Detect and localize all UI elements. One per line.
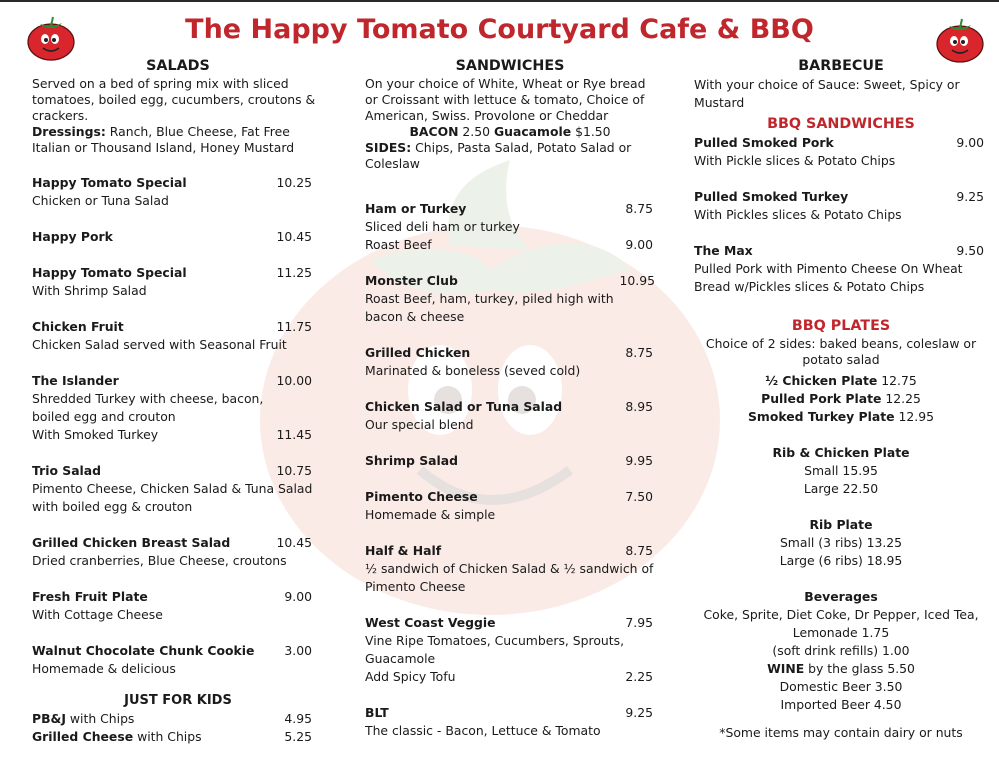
plate-name: Smoked Turkey Plate (747, 409, 895, 424)
item-description: With Pickle slices & Potato Chips (694, 153, 896, 168)
plate-price: 12.95 (898, 409, 935, 424)
item-name: The Islander (32, 373, 119, 388)
kids-item-price: 4.95 (284, 711, 312, 726)
menu-item (365, 452, 655, 470)
sides-label: SIDES: (365, 140, 412, 155)
item-extra-price: 11.45 (276, 427, 312, 442)
item-name: Happy Tomato Special (32, 175, 187, 190)
item-price: 7.50 (625, 489, 653, 504)
plate-price: 12.75 (881, 373, 917, 388)
menu-item (32, 462, 324, 516)
item-name: Trio Salad (32, 463, 102, 478)
item-extra: Add Spicy Tofu (365, 669, 456, 684)
beverages-wine (694, 660, 988, 678)
plate-name: Pulled Pork Plate (761, 391, 882, 406)
rib-chicken-large: Large 22.50 (803, 481, 879, 496)
item-price: 10.45 (276, 229, 312, 244)
item-description: Pimento Cheese, Chicken Salad & Tuna Salad with boiled egg & crouton (32, 481, 313, 514)
wine-text: by the glass 5.50 (804, 661, 915, 676)
menu-item (32, 174, 324, 210)
item-description: With Pickles slices & Potato Chips (694, 207, 902, 222)
salads-intro: Served on a bed of spring mix with sliced tomatoes, boiled egg, cucumbers, croutons & crackers. (32, 76, 316, 123)
item-description: Shredded Turkey with cheese, bacon, boiled egg and crouton (32, 391, 264, 424)
menu-item (365, 614, 655, 686)
item-price: 7.95 (625, 615, 653, 630)
menu-item (32, 642, 324, 678)
item-price: 10.75 (276, 463, 312, 478)
bbq-plate (694, 390, 988, 408)
menu-item (32, 318, 324, 354)
item-name: West Coast Veggie (365, 615, 496, 630)
item-name: Grilled Chicken (365, 345, 471, 360)
item-name: Chicken Fruit (32, 319, 124, 334)
beverages-soft-drinks: Coke, Sprite, Diet Coke, Dr Pepper, Iced Tea, Lemonade 1.75 (703, 607, 979, 640)
bbq-plate (694, 408, 988, 426)
page-title: The Happy Tomato Courtyard Cafe & BBQ (185, 14, 814, 45)
item-extra: Roast Beef (365, 237, 432, 252)
bbq-plates-heading: BBQ PLATES (791, 318, 891, 334)
menu-item (694, 134, 988, 170)
sandwiches-heading: SANDWICHES (455, 58, 565, 74)
menu-item (365, 704, 655, 740)
kids-item (32, 728, 324, 746)
beverages-heading: Beverages (804, 589, 878, 604)
kids-item-name: Grilled Cheese (32, 729, 134, 744)
item-name: Shrimp Salad (365, 453, 458, 468)
item-price: 9.00 (284, 589, 312, 604)
bacon-label: BACON (409, 124, 459, 139)
item-extra-price: 9.00 (625, 237, 653, 252)
kids-item-name: PB&J (32, 711, 66, 726)
item-description: With Cottage Cheese (32, 607, 163, 622)
item-name: Happy Pork (32, 229, 113, 244)
item-description: Roast Beef, ham, turkey, piled high with bacon & cheese (365, 291, 614, 324)
menu-item (365, 272, 655, 326)
item-name: Walnut Chocolate Chunk Cookie (32, 643, 255, 658)
item-description: Pulled Pork with Pimento Cheese On Wheat Bread w/Pickles slices & Potato Chips (694, 261, 963, 294)
item-price: 8.75 (625, 201, 653, 216)
beverages-domestic-beer: Domestic Beer 3.50 (779, 679, 903, 694)
beverages-refills: (soft drink refills) 1.00 (772, 643, 910, 658)
item-description: Chicken or Tuna Salad (32, 193, 169, 208)
bbq-sandwiches-heading: BBQ SANDWICHES (767, 116, 915, 132)
dressings-label: Dressings: (32, 124, 106, 139)
barbecue-column (694, 56, 988, 742)
kids-heading: JUST FOR KIDS (124, 693, 232, 708)
allergy-note: *Some items may contain dairy or nuts (719, 725, 963, 740)
menu-item (694, 188, 988, 224)
item-name: Pimento Cheese (365, 489, 478, 504)
salads-dressings (32, 124, 324, 156)
beverages-imported-beer: Imported Beer 4.50 (780, 697, 902, 712)
rib-plate-small: Small (3 ribs) 13.25 (779, 535, 903, 550)
menu-item (365, 488, 655, 524)
item-price: 9.25 (956, 189, 984, 204)
item-price: 9.25 (625, 705, 653, 720)
item-price: 9.00 (956, 135, 984, 150)
barbecue-heading: BARBECUE (798, 58, 884, 74)
guacamole-price: $1.50 (575, 124, 611, 139)
item-description: Chicken Salad served with Seasonal Fruit (32, 337, 287, 352)
item-price: 10.25 (276, 175, 312, 190)
dressings-text: Ranch, Blue Cheese, Fat Free Italian or Thousand Island, Honey Mustard (32, 124, 295, 155)
item-description: Our special blend (365, 417, 474, 432)
item-price: 10.95 (619, 273, 655, 288)
rib-chicken-small: Small 15.95 (804, 463, 878, 478)
guacamole-label: Guacamole (493, 124, 572, 139)
menu-item (32, 534, 324, 570)
menu-item (32, 264, 324, 300)
item-description: Vine Ripe Tomatoes, Cucumbers, Sprouts, Guacamole (365, 633, 625, 666)
kids-item (32, 710, 324, 728)
barbecue-intro: With your choice of Sauce: Sweet, Spicy or Mustard (694, 77, 960, 110)
menu-item (32, 588, 324, 624)
item-name: Pulled Smoked Turkey (694, 189, 849, 204)
item-description: Sliced deli ham or turkey (365, 219, 520, 234)
item-price: 10.00 (276, 373, 312, 388)
item-price: 3.00 (284, 643, 312, 658)
bacon-price: 2.50 (462, 124, 491, 139)
item-name: Half & Half (365, 543, 442, 558)
item-price: 8.75 (625, 345, 653, 360)
salads-column (32, 56, 324, 746)
plate-price: 12.25 (885, 391, 921, 406)
item-description: Dried cranberries, Blue Cheese, croutons (32, 553, 287, 568)
menu-item (32, 372, 324, 444)
item-description: Homemade & simple (365, 507, 496, 522)
item-extra-price: 2.25 (625, 669, 653, 684)
rib-plate-large: Large (6 ribs) 18.95 (779, 553, 903, 568)
item-description: With Shrimp Salad (32, 283, 147, 298)
item-extra: With Smoked Turkey (32, 427, 159, 442)
sides-text: Chips, Pasta Salad, Potato Salad or Coleslaw (365, 140, 632, 171)
item-price: 8.95 (625, 399, 653, 414)
item-name: Grilled Chicken Breast Salad (32, 535, 231, 550)
item-description: Homemade & delicious (32, 661, 176, 676)
item-name: Monster Club (365, 273, 458, 288)
menu-item (365, 542, 655, 596)
bbq-plate (694, 372, 988, 390)
menu-item (694, 242, 988, 296)
top-rule (0, 0, 999, 2)
item-name: Chicken Salad or Tuna Salad (365, 399, 563, 414)
menu-item (365, 200, 655, 254)
item-price: 9.95 (625, 453, 653, 468)
plate-name: ½ Chicken Plate (765, 373, 878, 388)
item-name: Happy Tomato Special (32, 265, 187, 280)
rib-plate-name: Rib Plate (809, 517, 873, 532)
item-description: Marinated & boneless (seved cold) (365, 363, 581, 378)
sandwiches-intro: On your choice of White, Wheat or Rye bread or Croissant with lettuce & tomato, Choice of American, Swiss. Provolone or Cheddar (365, 76, 646, 123)
item-name: Ham or Turkey (365, 201, 467, 216)
item-description: The classic - Bacon, Lettuce & Tomato (365, 723, 601, 738)
menu-item (32, 228, 324, 246)
item-name: Pulled Smoked Pork (694, 135, 834, 150)
salads-heading: SALADS (146, 58, 210, 74)
sandwiches-column (365, 56, 655, 740)
item-price: 10.45 (276, 535, 312, 550)
sandwiches-sides (365, 140, 655, 172)
item-price: 9.50 (956, 243, 984, 258)
kids-item-price: 5.25 (284, 729, 312, 744)
item-price: 8.75 (625, 543, 653, 558)
menu-item (365, 344, 655, 380)
item-name: Fresh Fruit Plate (32, 589, 148, 604)
bbq-plates-intro: Choice of 2 sides: baked beans, coleslaw or potato salad (705, 336, 977, 367)
item-price: 11.75 (276, 319, 312, 334)
kids-item-suffix: with Chips (133, 729, 202, 744)
sandwiches-addons (365, 124, 655, 140)
item-name: BLT (365, 705, 389, 720)
item-price: 11.25 (276, 265, 312, 280)
item-name: The Max (694, 243, 753, 258)
item-description: ½ sandwich of Chicken Salad & ½ sandwich of Pimento Cheese (365, 561, 654, 594)
menu-item (365, 398, 655, 434)
kids-item-suffix: with Chips (65, 711, 135, 726)
rib-chicken-plate-name: Rib & Chicken Plate (772, 445, 910, 460)
wine-label: WINE (767, 661, 805, 676)
